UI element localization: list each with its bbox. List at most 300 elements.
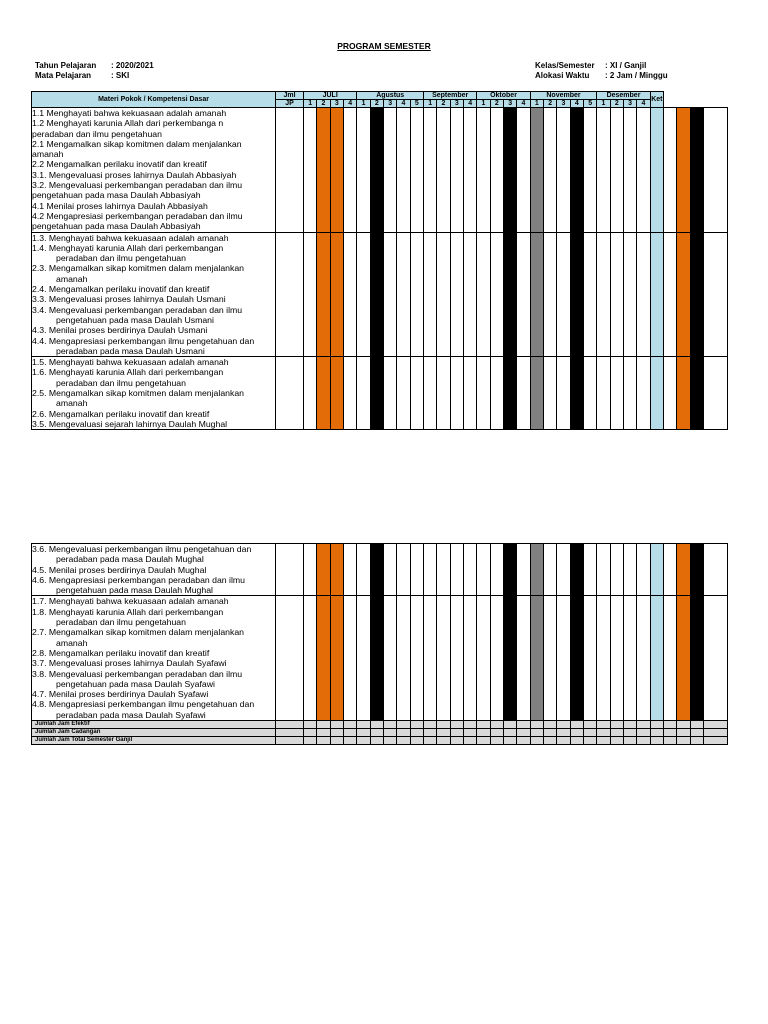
week-cell xyxy=(543,729,556,737)
week-cell xyxy=(424,232,437,357)
week-cell xyxy=(490,721,503,729)
week-cell xyxy=(304,737,317,745)
week-cell xyxy=(530,544,543,596)
header-week: 2 xyxy=(370,100,383,108)
week-cell xyxy=(597,357,610,430)
header-jml: Jml xyxy=(276,92,304,100)
week-cell xyxy=(570,721,583,729)
week-cell xyxy=(637,357,650,430)
ket-cell xyxy=(703,596,727,721)
week-cell xyxy=(423,737,436,745)
week-cell xyxy=(410,721,423,729)
week-cell xyxy=(477,737,490,745)
meta-right xyxy=(535,61,668,81)
summary-label: Jumlah Jam Cadangan xyxy=(32,729,276,737)
week-cell xyxy=(597,729,610,737)
table-row xyxy=(32,232,728,357)
jml-jp-cell xyxy=(276,357,304,430)
week-cell xyxy=(677,357,690,430)
week-cell xyxy=(450,108,463,233)
page-title: PROGRAM SEMESTER xyxy=(337,41,431,51)
week-cell xyxy=(383,721,396,729)
week-cell xyxy=(597,544,610,596)
week-cell xyxy=(477,357,490,430)
week-cell xyxy=(663,737,676,745)
kompetensi-line: 2.2 Mengamalkan perilaku inovatif dan kreatif xyxy=(32,159,207,170)
week-cell xyxy=(517,108,530,233)
week-cell xyxy=(464,357,477,430)
week-cell xyxy=(690,729,703,737)
week-cell xyxy=(343,544,356,596)
week-cell xyxy=(530,729,543,737)
summary-row xyxy=(32,737,728,745)
week-cell xyxy=(463,729,476,737)
week-cell xyxy=(583,721,596,729)
week-cell xyxy=(384,108,397,233)
week-cell xyxy=(583,596,596,721)
kompetensi-line: 4.7. Menilai proses berdirinya Daulah Syafawi xyxy=(32,689,209,700)
header-week: 1 xyxy=(304,100,317,108)
kompetensi-line: peradaban pada masa Daulah Mughal xyxy=(56,554,204,565)
week-cell xyxy=(597,596,610,721)
week-cell xyxy=(664,232,677,357)
summary-row xyxy=(32,721,728,729)
week-cell xyxy=(637,737,650,745)
week-cell xyxy=(557,232,570,357)
week-cell xyxy=(304,544,317,596)
header-week: 4 xyxy=(343,100,356,108)
jml-jp-cell xyxy=(276,232,304,357)
week-cell xyxy=(410,357,423,430)
week-cell xyxy=(450,721,463,729)
week-cell xyxy=(304,232,317,357)
kompetensi-line: peradaban dan ilmu pengetahuan xyxy=(56,253,186,264)
week-cell xyxy=(357,729,370,737)
week-cell xyxy=(583,232,596,357)
week-cell xyxy=(517,737,530,745)
week-cell xyxy=(650,108,663,233)
week-cell xyxy=(583,357,596,430)
header-month: November xyxy=(530,92,597,100)
kompetensi-line: 2.4. Mengamalkan perilaku inovatif dan kreatif xyxy=(32,284,210,295)
week-cell xyxy=(410,729,423,737)
week-cell xyxy=(650,596,663,721)
week-cell xyxy=(570,232,583,357)
week-cell xyxy=(490,737,503,745)
week-cell xyxy=(317,721,330,729)
week-cell xyxy=(650,729,663,737)
kompetensi-line: 4.5. Menilai proses berdirinya Daulah Mughal xyxy=(32,564,207,575)
week-cell xyxy=(450,596,463,721)
kelas-value: : XI / Ganjil xyxy=(605,61,647,70)
kelas-label: Kelas/Semester xyxy=(535,61,595,70)
header-week: 4 xyxy=(464,100,477,108)
header-month: Agustus xyxy=(357,92,424,100)
week-cell xyxy=(623,737,636,745)
kompetensi-line: 1.1 Menghayati bahwa kekuasaan adalah amanah xyxy=(32,108,227,118)
kompetensi-line: 1.8. Menghayati karunia Allah dari perkembangan xyxy=(32,606,224,617)
week-cell xyxy=(543,596,556,721)
week-cell xyxy=(557,544,570,596)
header-ket: Ket xyxy=(650,92,663,108)
kompetensi-line: 4.1 Menilai proses lahirnya Daulah Abbasiyah xyxy=(32,200,208,211)
week-cell xyxy=(557,729,570,737)
week-cell xyxy=(317,544,330,596)
week-cell xyxy=(304,596,317,721)
alokasi-value: : 2 Jam / Minggu xyxy=(605,71,668,80)
kompetensi-line: 3.6. Mengevaluasi perkembangan ilmu pengetahuan dan xyxy=(32,544,252,554)
header-month: JULI xyxy=(304,92,357,100)
kompetensi-line: 3.8. Mengevaluasi perkembangan peradaban dan ilmu xyxy=(32,668,243,679)
week-cell xyxy=(383,544,396,596)
materi-cell xyxy=(32,108,276,233)
header-week: 2 xyxy=(437,100,450,108)
header-week: 2 xyxy=(317,100,330,108)
week-cell xyxy=(650,544,663,596)
week-cell xyxy=(330,596,343,721)
kompetensi-line: amanah xyxy=(56,637,88,648)
week-cell xyxy=(690,232,703,357)
week-cell xyxy=(557,108,570,233)
week-cell xyxy=(463,737,476,745)
week-cell xyxy=(383,729,396,737)
week-cell xyxy=(543,721,556,729)
ket-cell xyxy=(703,232,727,357)
week-cell xyxy=(557,357,570,430)
week-cell xyxy=(423,544,436,596)
week-cell xyxy=(397,108,410,233)
week-cell xyxy=(650,232,663,357)
mapel-label: Mata Pelajaran xyxy=(35,71,92,80)
week-cell xyxy=(437,737,450,745)
week-cell xyxy=(503,721,516,729)
header-week: 1 xyxy=(424,100,437,108)
header-week: 3 xyxy=(450,100,463,108)
week-cell xyxy=(610,544,623,596)
kompetensi-line: 2.1 Mengamalkan sikap komitmen dalam menjalankan xyxy=(32,138,242,149)
week-cell xyxy=(330,544,343,596)
week-cell xyxy=(477,596,490,721)
kompetensi-line: 1.2 Menghayati karunia Allah dari perkembanga n xyxy=(32,118,224,129)
meta-left xyxy=(35,61,154,81)
kompetensi-line: 1.3. Menghayati bahwa kekuasaan adalah amanah xyxy=(32,232,229,243)
week-cell xyxy=(330,357,343,430)
week-cell xyxy=(503,108,516,233)
week-cell xyxy=(383,737,396,745)
kompetensi-line: 1.4. Menghayati karunia Allah dari perkembangan xyxy=(32,242,224,253)
week-cell xyxy=(370,357,383,430)
week-cell xyxy=(304,357,317,430)
week-cell xyxy=(517,232,530,357)
week-cell xyxy=(530,596,543,721)
week-cell xyxy=(650,721,663,729)
jml-jp-cell xyxy=(276,544,304,596)
kompetensi-line: pengetahuan pada masa Daulah Usmani xyxy=(56,314,214,325)
materi-cell xyxy=(32,544,276,596)
week-cell xyxy=(357,737,370,745)
week-cell xyxy=(450,729,463,737)
kompetensi-line: pengetahuan pada masa Daulah Abbasiyah xyxy=(32,221,201,232)
week-cell xyxy=(343,357,356,430)
kompetensi-line: 1.5. Menghayati bahwa kekuasaan adalah amanah xyxy=(32,357,229,368)
week-cell xyxy=(357,544,370,596)
materi-cell xyxy=(32,232,276,357)
header-week: 5 xyxy=(583,100,596,108)
week-cell xyxy=(357,721,370,729)
week-cell xyxy=(530,232,543,357)
week-cell xyxy=(397,721,410,729)
kompetensi-line: 1.6. Menghayati karunia Allah dari perkembangan xyxy=(32,367,224,378)
week-cell xyxy=(677,729,690,737)
week-cell xyxy=(397,596,410,721)
ket-cell xyxy=(703,544,727,596)
week-cell xyxy=(570,544,583,596)
week-cell xyxy=(610,232,623,357)
week-cell xyxy=(304,108,317,233)
week-cell xyxy=(370,108,383,233)
week-cell xyxy=(304,721,317,729)
week-cell xyxy=(677,596,690,721)
week-cell xyxy=(610,108,623,233)
header-week: 2 xyxy=(610,100,623,108)
week-cell xyxy=(464,232,477,357)
table-row xyxy=(32,544,728,596)
week-cell xyxy=(690,721,703,729)
week-cell xyxy=(597,232,610,357)
kompetensi-line: 3.3. Mengevaluasi proses lahirnya Daulah Usmani xyxy=(32,294,226,305)
week-cell xyxy=(637,596,650,721)
week-cell xyxy=(477,108,490,233)
week-cell xyxy=(490,729,503,737)
week-cell xyxy=(370,729,383,737)
kompetensi-line: 2.8. Mengamalkan perilaku inovatif dan kreatif xyxy=(32,647,210,658)
week-cell xyxy=(503,729,516,737)
week-cell xyxy=(490,108,503,233)
week-cell xyxy=(357,596,370,721)
week-cell xyxy=(517,596,530,721)
week-cell xyxy=(623,721,636,729)
week-cell xyxy=(597,737,610,745)
week-cell xyxy=(384,232,397,357)
header-month: September xyxy=(424,92,477,100)
week-cell xyxy=(463,596,476,721)
header-week: 4 xyxy=(570,100,583,108)
materi-cell xyxy=(32,357,276,430)
kompetensi-line: 3.2. Mengevaluasi perkembangan peradaban dan ilmu xyxy=(32,180,243,191)
week-cell xyxy=(450,232,463,357)
week-cell xyxy=(424,108,437,233)
week-cell xyxy=(317,108,330,233)
week-cell xyxy=(503,232,516,357)
week-cell xyxy=(423,596,436,721)
week-cell xyxy=(450,544,463,596)
header-week: 3 xyxy=(330,100,343,108)
program-semester-table-bottom xyxy=(31,543,728,745)
week-cell xyxy=(330,721,343,729)
week-cell xyxy=(650,357,663,430)
week-cell xyxy=(677,108,690,233)
week-cell xyxy=(437,544,450,596)
week-cell xyxy=(450,737,463,745)
week-cell xyxy=(477,721,490,729)
week-cell xyxy=(304,729,317,737)
week-cell xyxy=(623,108,636,233)
week-cell xyxy=(490,357,503,430)
week-cell xyxy=(637,232,650,357)
kompetensi-line: 1.7. Menghayati bahwa kekuasaan adalah amanah xyxy=(32,596,229,607)
week-cell xyxy=(664,357,677,430)
header-materi: Materi Pokok / Kompetensi Dasar xyxy=(32,92,276,108)
week-cell xyxy=(397,232,410,357)
header-week: 1 xyxy=(530,100,543,108)
week-cell xyxy=(690,596,703,721)
mapel-value: : SKI xyxy=(111,71,130,80)
header-jp: JP xyxy=(276,100,304,108)
week-cell xyxy=(570,108,583,233)
week-cell xyxy=(370,737,383,745)
kompetensi-line: peradaban dan ilmu pengetahuan xyxy=(56,617,186,628)
week-cell xyxy=(503,544,516,596)
week-cell xyxy=(583,729,596,737)
header-week: 4 xyxy=(637,100,650,108)
kompetensi-line: pengetahuan pada masa Daulah Syafawi xyxy=(56,678,215,689)
week-cell xyxy=(437,596,450,721)
kompetensi-line: amanah xyxy=(56,273,88,284)
week-cell xyxy=(623,729,636,737)
kompetensi-line: 2.3. Mengamalkan sikap komitmen dalam menjalankan xyxy=(32,263,244,274)
kompetensi-line: 4.8. Mengapresiasi perkembangan ilmu pengetahuan dan xyxy=(32,699,255,710)
materi-cell xyxy=(32,596,276,721)
week-cell xyxy=(530,721,543,729)
header-week: 4 xyxy=(397,100,410,108)
week-cell xyxy=(663,729,676,737)
week-cell xyxy=(597,108,610,233)
week-cell xyxy=(410,232,423,357)
week-cell xyxy=(437,357,450,430)
kompetensi-line: 3.7. Mengevaluasi proses lahirnya Daulah Syafawi xyxy=(32,658,227,669)
week-cell xyxy=(450,357,463,430)
week-cell xyxy=(317,729,330,737)
jml-jp-cell xyxy=(276,737,304,745)
kompetensi-line: 2.5. Mengamalkan sikap komitmen dalam menjalankan xyxy=(32,388,244,399)
alokasi-label: Alokasi Waktu xyxy=(535,71,590,80)
week-cell xyxy=(490,596,503,721)
week-cell xyxy=(437,721,450,729)
week-cell xyxy=(517,357,530,430)
week-cell xyxy=(543,544,556,596)
week-cell xyxy=(370,596,383,721)
week-cell xyxy=(423,721,436,729)
week-cell xyxy=(610,721,623,729)
week-cell xyxy=(517,544,530,596)
summary-row xyxy=(32,729,728,737)
week-cell xyxy=(557,737,570,745)
header-week: 3 xyxy=(503,100,516,108)
week-cell xyxy=(677,232,690,357)
week-cell xyxy=(330,232,343,357)
week-cell xyxy=(530,108,543,233)
header-month: Desember xyxy=(597,92,650,100)
week-cell xyxy=(330,737,343,745)
week-cell xyxy=(383,596,396,721)
week-cell xyxy=(343,596,356,721)
week-cell xyxy=(583,544,596,596)
week-cell xyxy=(610,596,623,721)
header-week: 2 xyxy=(490,100,503,108)
tahun-label: Tahun Pelajaran xyxy=(35,61,97,70)
ket-cell xyxy=(703,737,727,745)
header-week: 1 xyxy=(477,100,490,108)
table-row xyxy=(32,357,728,430)
header-week: 3 xyxy=(623,100,636,108)
week-cell xyxy=(464,108,477,233)
table-row xyxy=(32,596,728,721)
week-cell xyxy=(343,232,356,357)
week-cell xyxy=(650,737,663,745)
summary-label: Jumlah Jam Total Semester Ganjil xyxy=(32,737,276,745)
jml-jp-cell xyxy=(276,108,304,233)
week-cell xyxy=(544,357,557,430)
header-week: 5 xyxy=(410,100,423,108)
week-cell xyxy=(370,232,383,357)
week-cell xyxy=(410,737,423,745)
week-cell xyxy=(570,357,583,430)
kompetensi-line: 4.2 Mengapresiasi perkembangan peradaban dan ilmu xyxy=(32,210,243,221)
kompetensi-line: 4.4. Mengapresiasi perkembangan ilmu pengetahuan dan xyxy=(32,335,255,346)
week-cell xyxy=(463,721,476,729)
kompetensi-line: 4.3. Menilai proses berdirinya Daulah Usmani xyxy=(32,325,208,336)
week-cell xyxy=(503,596,516,721)
program-semester-table-top xyxy=(31,91,728,430)
week-cell xyxy=(637,108,650,233)
week-cell xyxy=(343,729,356,737)
week-cell xyxy=(477,729,490,737)
header-week: 3 xyxy=(557,100,570,108)
week-cell xyxy=(317,357,330,430)
week-cell xyxy=(637,729,650,737)
week-cell xyxy=(463,544,476,596)
kompetensi-line: peradaban pada masa Daulah Usmani xyxy=(56,345,205,356)
week-cell xyxy=(384,357,397,430)
week-cell xyxy=(570,737,583,745)
week-cell xyxy=(677,721,690,729)
kompetensi-line: amanah xyxy=(56,398,88,409)
week-cell xyxy=(637,544,650,596)
week-cell xyxy=(557,596,570,721)
week-cell xyxy=(437,232,450,357)
week-cell xyxy=(663,544,676,596)
week-cell xyxy=(490,232,503,357)
week-cell xyxy=(357,108,370,233)
week-cell xyxy=(544,232,557,357)
week-cell xyxy=(437,729,450,737)
week-cell xyxy=(397,729,410,737)
week-cell xyxy=(663,596,676,721)
week-cell xyxy=(530,357,543,430)
week-cell xyxy=(610,357,623,430)
week-cell xyxy=(343,721,356,729)
week-cell xyxy=(530,737,543,745)
week-cell xyxy=(490,544,503,596)
week-cell xyxy=(610,729,623,737)
header-week: 1 xyxy=(597,100,610,108)
kompetensi-line: amanah xyxy=(32,149,64,160)
week-cell xyxy=(317,737,330,745)
kompetensi-line: 3.1. Mengevaluasi proses lahirnya Daulah Abbasiyah xyxy=(32,169,237,180)
kompetensi-line: peradaban dan ilmu pengetahuan xyxy=(56,377,186,388)
jml-jp-cell xyxy=(276,729,304,737)
header-week: 1 xyxy=(357,100,370,108)
